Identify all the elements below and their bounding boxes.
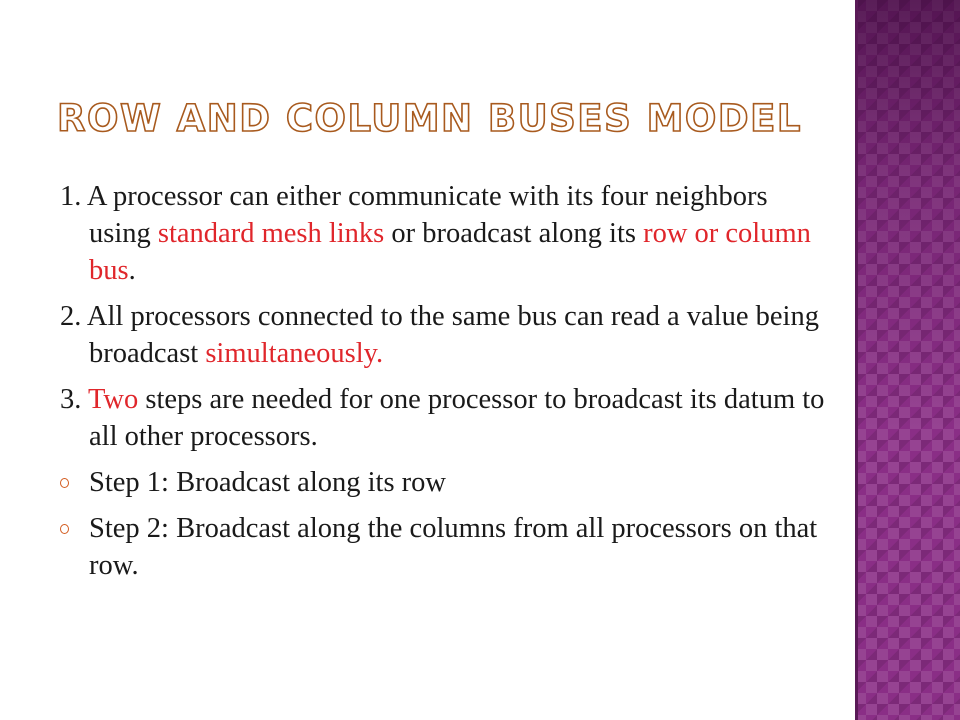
paragraph-2 <box>60 298 830 372</box>
paragraph-2-text-1: 2. All processors connected to the same bus can read a value being broadcast <box>60 301 819 369</box>
paragraph-3 <box>60 381 830 455</box>
bullet-item-step-1 <box>60 464 830 501</box>
paragraph-3-highlight-1: Two <box>88 384 139 415</box>
paragraph-1 <box>60 178 830 289</box>
paragraph-1-text-1: 1. A processor can either communicate with its four neighbors using <box>60 181 768 249</box>
paragraph-3-text-1: 3. <box>60 384 88 415</box>
bullet-item-label: Step 1: Broadcast along its row <box>89 467 446 498</box>
bullet-item-step-2 <box>60 510 830 584</box>
paragraph-1-text-3: . <box>128 255 136 286</box>
paragraph-1-highlight-2: row or column bus <box>89 218 811 286</box>
bullet-item-label: Step 2: Broadcast along the columns from all processors on that row. <box>89 513 818 581</box>
circle-bullet-icon <box>60 524 69 534</box>
decorative-side-panel <box>855 0 960 720</box>
slide-body <box>60 178 830 593</box>
paragraph-2-highlight-1: simultaneously. <box>205 338 384 369</box>
circle-bullet-icon <box>60 478 69 488</box>
paragraph-1-text-2: or broadcast along its <box>384 218 644 249</box>
paragraph-3-text-2: steps are needed for one processor to broadcast its datum to all other processors. <box>89 384 825 452</box>
slide-title: ROW AND COLUMN BUSES MODEL <box>57 97 802 140</box>
paragraph-1-highlight-1: standard mesh links <box>157 218 385 249</box>
